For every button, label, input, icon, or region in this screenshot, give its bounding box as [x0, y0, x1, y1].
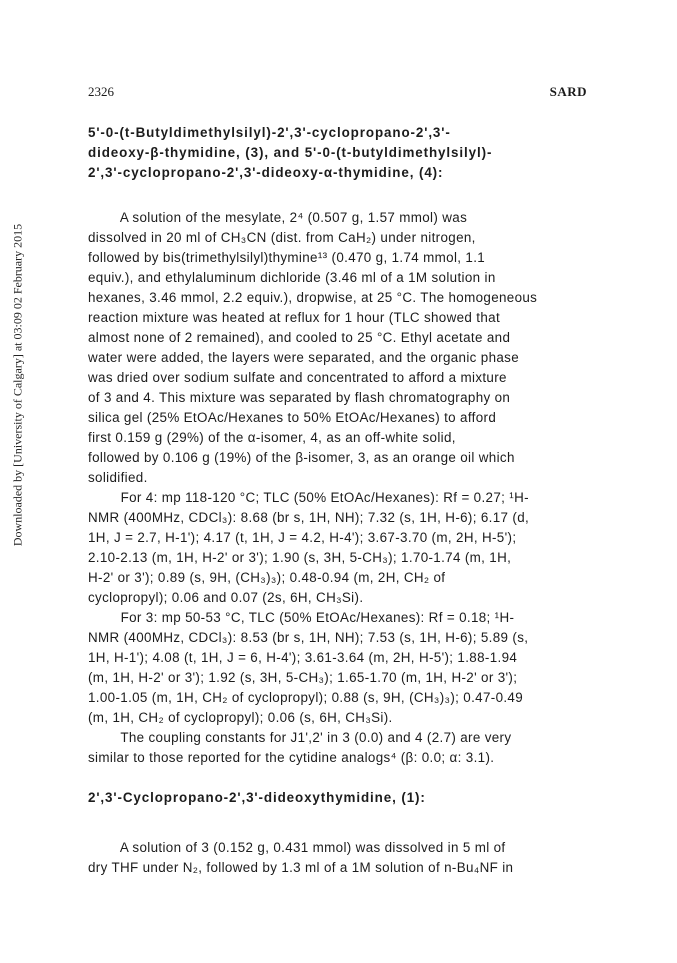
text-line: 1.00-1.05 (m, 1H, CH₂ of cyclopropyl); 0.88 (s, 9H, (CH₃)₃); 0.47-0.49: [88, 690, 524, 705]
page-number: 2326: [88, 84, 114, 99]
download-note: Downloaded by [University of Calgary] at 03:09 02 February 2015: [10, 223, 25, 547]
text-line: first 0.159 g (29%) of the α-isomer, 4, as an off-white solid,: [88, 430, 456, 445]
text-line: solidified.: [88, 470, 148, 485]
text-line: similar to those reported for the cytidine analogs⁴ (β: 0.0; α: 3.1).: [88, 750, 495, 765]
download-watermark: [10, 100, 26, 670]
heading-line: 2',3'-cyclopropano-2',3'-dideoxy-α-thymidine, (4):: [88, 165, 444, 180]
procedure-paragraph: [88, 208, 588, 488]
text-line: For 4: mp 118-120 °C; TLC (50% EtOAc/Hexanes): Rf = 0.27; ¹H-: [88, 490, 529, 505]
section-heading-compound-1: 2',3'-Cyclopropano-2',3'-dideoxythymidine, (1):: [88, 790, 426, 805]
text-line: For 3: mp 50-53 °C, TLC (50% EtOAc/Hexanes): Rf = 0.18; ¹H-: [88, 610, 515, 625]
text-line: 2.10-2.13 (m, 1H, H-2' or 3'); 1.90 (s, 3H, 5-CH₃); 1.70-1.74 (m, 1H,: [88, 550, 512, 565]
text-line: of 3 and 4. This mixture was separated by flash chromatography on: [88, 390, 511, 405]
text-line: dissolved in 20 ml of CH₃CN (dist. from CaH₂) under nitrogen,: [88, 230, 476, 245]
text-line: equiv.), and ethylaluminum dichloride (3.46 ml of a 1M solution in: [88, 270, 496, 285]
heading-line: dideoxy-β-thymidine, (3), and 5'-0-(t-butyldimethylsilyl)-: [88, 145, 493, 160]
text-line: cyclopropyl); 0.06 and 0.07 (2s, 6H, CH₃Si).: [88, 590, 364, 605]
text-line: silica gel (25% EtOAc/Hexanes to 50% EtOAc/Hexanes) to afford: [88, 410, 497, 425]
text-line: (m, 1H, H-2' or 3'); 1.92 (s, 3H, 5-CH₃); 1.65-1.70 (m, 1H, H-2' or 3');: [88, 670, 518, 685]
page-header: [88, 84, 587, 100]
text-line: reaction mixture was heated at reflux for 1 hour (TLC showed that: [88, 310, 501, 325]
text-line: dry THF under N₂, followed by 1.3 ml of a 1M solution of n-Bu₄NF in: [88, 860, 514, 875]
text-line: NMR (400MHz, CDCl₃): 8.68 (br s, 1H, NH); 7.32 (s, 1H, H-6); 6.17 (d,: [88, 510, 530, 525]
text-line: 1H, J = 2.7, H-1'); 4.17 (t, 1H, J = 4.2, H-4'); 3.67-3.70 (m, 2H, H-5');: [88, 530, 517, 545]
text-line: water were added, the layers were separated, and the organic phase: [88, 350, 520, 365]
text-line: (m, 1H, CH₂ of cyclopropyl); 0.06 (s, 6H, CH₃Si).: [88, 710, 393, 725]
coupling-constants-paragraph: [88, 728, 588, 768]
text-line: followed by 0.106 g (19%) of the β-isomer, 3, as an orange oil which: [88, 450, 515, 465]
text-line: A solution of the mesylate, 2⁴ (0.507 g, 1.57 mmol) was: [88, 210, 468, 225]
characterization-alpha-paragraph: [88, 488, 588, 608]
article-body: [88, 123, 588, 878]
section-heading-compounds-3-4: [88, 123, 588, 183]
text-line: NMR (400MHz, CDCl₃): 8.53 (br s, 1H, NH); 7.53 (s, 1H, H-6); 5.89 (s,: [88, 630, 529, 645]
deprotection-paragraph: [88, 838, 588, 878]
text-line: The coupling constants for J1',2' in 3 (0.0) and 4 (2.7) are very: [88, 730, 512, 745]
characterization-beta-paragraph: [88, 608, 588, 728]
text-line: followed by bis(trimethylsilyl)thymine¹³ (0.470 g, 1.74 mmol, 1.1: [88, 250, 486, 265]
heading-line: 5'-0-(t-Butyldimethylsilyl)-2',3'-cyclopropano-2',3'-: [88, 125, 451, 140]
text-line: was dried over sodium sulfate and concentrated to afford a mixture: [88, 370, 507, 385]
text-line: A solution of 3 (0.152 g, 0.431 mmol) was dissolved in 5 ml of: [88, 840, 506, 855]
text-line: hexanes, 3.46 mmol, 2.2 equiv.), dropwise, at 25 °C. The homogeneous: [88, 290, 538, 305]
running-head: SARD: [549, 84, 587, 99]
text-line: almost none of 2 remained), and cooled to 25 °C. Ethyl acetate and: [88, 330, 511, 345]
text-line: H-2' or 3'); 0.89 (s, 9H, (CH₃)₃); 0.48-0.94 (m, 2H, CH₂ of: [88, 570, 446, 585]
text-line: 1H, H-1'); 4.08 (t, 1H, J = 6, H-4'); 3.61-3.64 (m, 2H, H-5'); 1.88-1.94: [88, 650, 518, 665]
